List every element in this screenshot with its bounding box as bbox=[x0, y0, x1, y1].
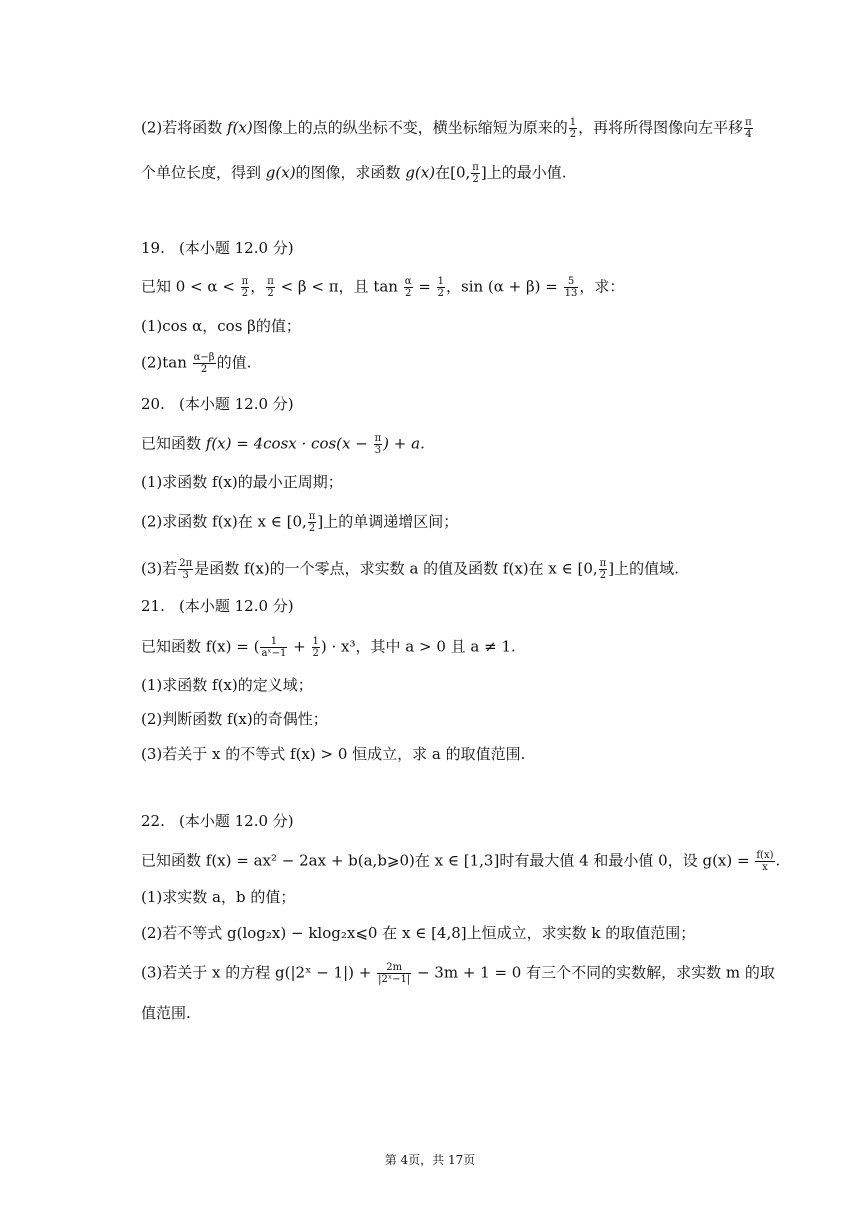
numerator: 1 bbox=[437, 276, 444, 287]
question-points: (本小题 12.0 分) bbox=[179, 395, 294, 413]
denominator: 2 bbox=[569, 129, 577, 140]
q20-part1: (1)求函数 f(x)的最小正周期； bbox=[141, 473, 343, 491]
text: + bbox=[288, 637, 311, 656]
denominator: 3 bbox=[182, 570, 189, 581]
math: g(x) bbox=[265, 163, 296, 182]
fraction bbox=[564, 276, 579, 299]
numerator: α bbox=[404, 276, 412, 287]
question-points: (本小题 12.0 分) bbox=[179, 239, 294, 257]
denominator: aˣ−1 bbox=[261, 648, 287, 659]
q21-part2: (2)判断函数 f(x)的奇偶性； bbox=[141, 710, 328, 728]
math: f(x) = 4cosx · cos(x − bbox=[205, 434, 373, 453]
numerator: π bbox=[745, 117, 752, 128]
denominator: 2 bbox=[267, 288, 274, 299]
q19-part1: (1)cos α，cos β的值； bbox=[141, 317, 301, 335]
text: 在[0, bbox=[435, 163, 471, 182]
q22-header bbox=[141, 811, 294, 831]
numerator: π bbox=[472, 162, 479, 173]
text: ，sin (α + β) = bbox=[446, 277, 563, 296]
fraction bbox=[308, 511, 317, 534]
q22-part3-cont: 值范围. bbox=[141, 1004, 191, 1022]
q22-part1: (1)求实数 a，b 的值； bbox=[141, 888, 296, 906]
q20-part3 bbox=[141, 558, 679, 581]
numerator: π bbox=[599, 558, 607, 569]
denominator: 2 bbox=[308, 523, 316, 534]
text: = bbox=[413, 277, 436, 296]
question-number: 19. bbox=[141, 239, 165, 257]
text: (3)若关于 x 的方程 g(|2ˣ − 1|) + bbox=[141, 963, 377, 982]
fraction bbox=[260, 636, 287, 659]
numerator: 2π bbox=[179, 558, 193, 569]
fraction bbox=[241, 276, 250, 299]
fraction bbox=[755, 850, 774, 873]
fraction bbox=[744, 117, 753, 140]
text: 图像上的点的纵坐标不变，横坐标缩短为原来的 bbox=[252, 118, 568, 137]
q19-part2 bbox=[141, 352, 251, 375]
text: ]上的单调递增区间； bbox=[317, 512, 459, 531]
q19-stem bbox=[141, 276, 624, 299]
text: ]上的最小值. bbox=[480, 163, 567, 182]
numerator: 1 bbox=[260, 636, 287, 648]
math: g(x) bbox=[405, 163, 436, 182]
denominator: |2ˣ−1| bbox=[378, 974, 411, 985]
denominator: 4 bbox=[745, 129, 752, 140]
q22-stem bbox=[141, 850, 780, 873]
q21-stem bbox=[141, 636, 516, 659]
q18-part2-line1 bbox=[141, 117, 754, 140]
numerator: 5 bbox=[564, 276, 579, 288]
question-number: 21. bbox=[141, 597, 165, 615]
text: 是函数 f(x)的一个零点，求实数 a 的值及函数 f(x)在 x ∈ [0, bbox=[194, 559, 598, 578]
text: < β < π，且 tan bbox=[275, 277, 403, 296]
denominator: 13 bbox=[564, 288, 578, 299]
math: f(x) bbox=[227, 118, 253, 137]
fraction bbox=[193, 352, 216, 375]
q18-part2-line2 bbox=[141, 162, 566, 185]
denominator: x bbox=[762, 862, 768, 873]
denominator: 2 bbox=[241, 288, 249, 299]
fraction bbox=[404, 276, 413, 299]
question-number: 20. bbox=[141, 395, 165, 413]
fraction bbox=[377, 962, 411, 985]
text: ，求： bbox=[579, 277, 625, 296]
fraction bbox=[437, 276, 445, 299]
question-points: (本小题 12.0 分) bbox=[179, 812, 294, 830]
text: ]上的值域. bbox=[608, 559, 679, 578]
text: . bbox=[775, 851, 781, 870]
numerator: 1 bbox=[569, 117, 577, 128]
denominator: 2 bbox=[437, 288, 444, 299]
q22-part3 bbox=[141, 962, 775, 985]
text: (2)求函数 f(x)在 x ∈ [0, bbox=[141, 512, 307, 531]
text: 的值. bbox=[216, 353, 252, 372]
numerator: π bbox=[267, 276, 274, 287]
q22-part2: (2)若不等式 g(log₂x) − klog₂x⩽0 在 x ∈ [4,8]上恒成立，求实数 k 的取值范围； bbox=[141, 924, 696, 942]
fraction bbox=[266, 276, 275, 299]
math: ) + a. bbox=[383, 434, 425, 453]
question-points: (本小题 12.0 分) bbox=[179, 597, 294, 615]
q20-header bbox=[141, 394, 294, 414]
text: (2)若将函数 bbox=[141, 118, 228, 137]
text: − 3m + 1 = 0 有三个不同的实数解，求实数 m 的取 bbox=[412, 963, 775, 982]
text: (2)tan bbox=[141, 353, 192, 372]
denominator: 2 bbox=[472, 174, 479, 185]
numerator: f(x) bbox=[756, 850, 774, 861]
q20-part2 bbox=[141, 511, 458, 534]
text: 已知函数 f(x) = ax² − 2ax + b(a,b⩾0)在 x ∈ [1,3]时有最大值 4 和最小值 0，设 g(x) = bbox=[141, 851, 755, 870]
denominator: 2 bbox=[404, 288, 412, 299]
q21-part1: (1)求函数 f(x)的定义域； bbox=[141, 676, 313, 694]
q19-header bbox=[141, 238, 294, 258]
numerator: π bbox=[374, 433, 382, 444]
text: 已知函数 f(x) = ( bbox=[141, 637, 260, 656]
denominator: 3 bbox=[374, 445, 382, 456]
fraction bbox=[178, 558, 193, 581]
text: ，再将所得图像向左平移 bbox=[578, 118, 744, 137]
question-number: 22. bbox=[141, 812, 165, 830]
numerator: π bbox=[241, 276, 249, 287]
fraction bbox=[312, 636, 320, 659]
fraction bbox=[471, 162, 480, 185]
numerator: 2m bbox=[377, 962, 411, 974]
text: 个单位长度，得到 bbox=[141, 163, 266, 182]
text: ) · x³，其中 a > 0 且 a ≠ 1. bbox=[320, 637, 516, 656]
fraction bbox=[569, 117, 577, 140]
denominator: 2 bbox=[312, 648, 319, 659]
numerator: π bbox=[308, 511, 316, 522]
denominator: 2 bbox=[599, 570, 607, 581]
numerator: α−β bbox=[193, 352, 215, 363]
text: 已知函数 bbox=[141, 434, 206, 453]
text: ， bbox=[250, 277, 266, 296]
page-footer: 第 4页，共 17页 bbox=[384, 1153, 476, 1167]
text: 已知 0 < α < bbox=[141, 277, 240, 296]
q21-part3: (3)若关于 x 的不等式 f(x) > 0 恒成立，求 a 的取值范围. bbox=[141, 745, 526, 763]
fraction bbox=[599, 558, 608, 581]
denominator: 2 bbox=[200, 364, 208, 375]
fraction bbox=[374, 433, 383, 456]
text: 的图像，求函数 bbox=[295, 163, 406, 182]
q20-stem bbox=[141, 433, 425, 456]
q21-header bbox=[141, 596, 294, 616]
text: (3)若 bbox=[141, 559, 178, 578]
numerator: 1 bbox=[312, 636, 319, 647]
